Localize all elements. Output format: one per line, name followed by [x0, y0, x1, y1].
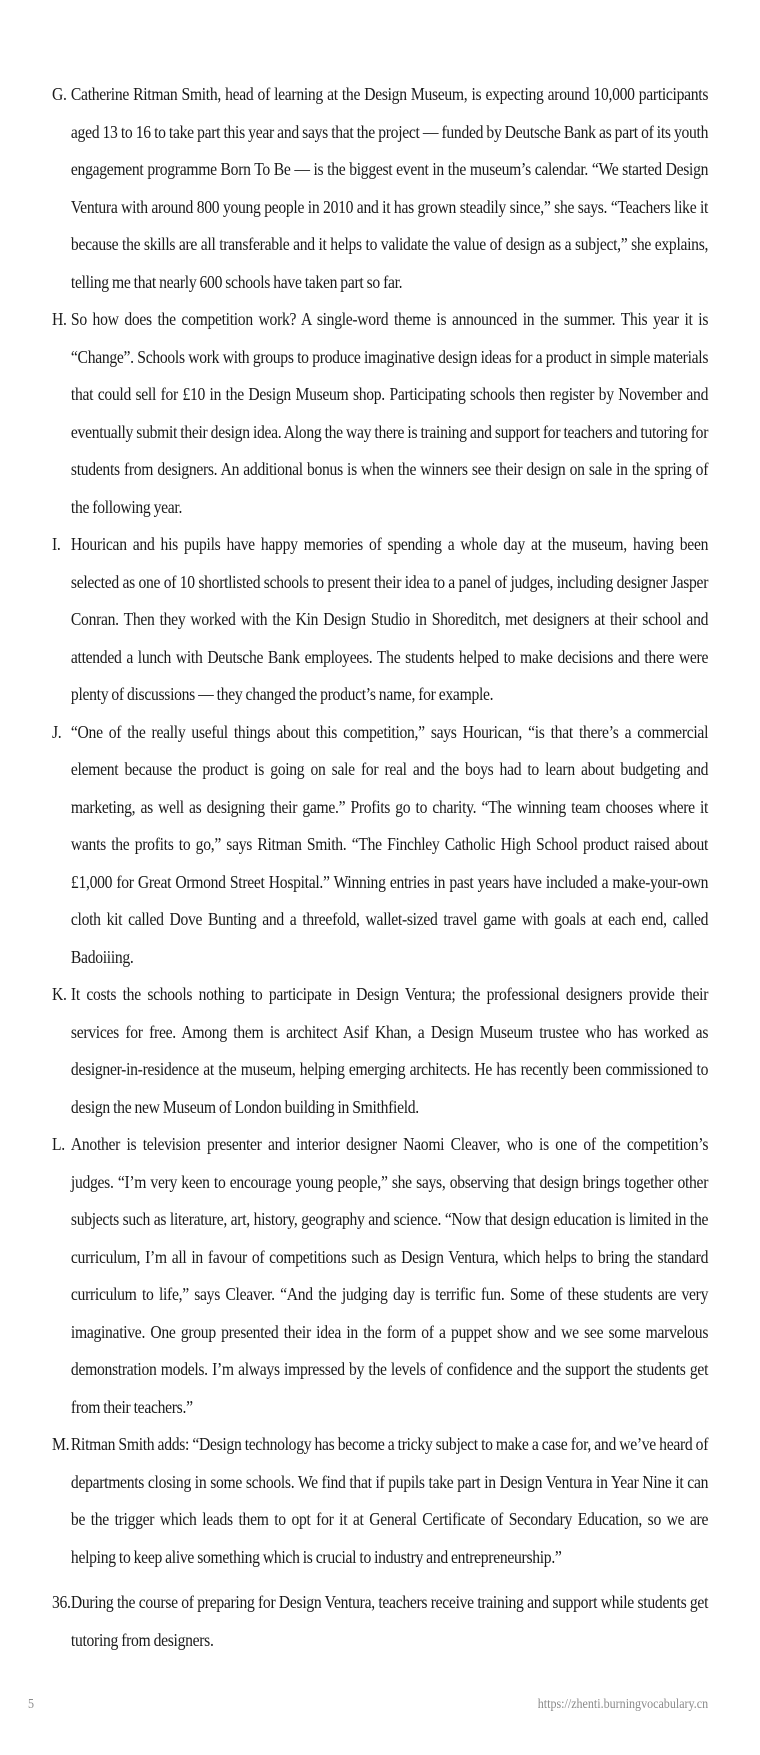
paragraph-text: “One of the really useful things about this competition,” says Hourican, “is that there’s a commercial element because the product is going on sale for real and the boys had to learn about budgeting and marketing, as well as designing their game.” Profits go to charity. “The winning team chooses where it wants the profits to go,” says Ritman Smith. “The Finchley Catholic High School product raised about £1,000 for Great Ormond Street Hospital.” Winning entries in past years have included a make-your-own cloth kit called Dove Bunting and a threefold, wallet-sized travel game with goals at each end, called Badoiiing.: [70, 721, 709, 967]
page-number: 5: [28, 1697, 35, 1712]
paragraph-g: [52, 76, 708, 301]
paragraph-text: Ritman Smith adds: “Design technology has become a tricky subject to make a case for, and we’ve heard of departments closing in some schools. We find that if pupils take part in Design Ventura in Year Nine it can be the trigger which leads them to opt for it at General Certificate of Secondary Education, so we are helping to keep alive something which is crucial to industry and entrepreneurship.”: [70, 1434, 709, 1567]
footer-url: https://zhenti.burningvocabulary.cn: [537, 1697, 708, 1712]
question-number: 36.: [52, 1592, 71, 1612]
paragraph-label: L.: [52, 1134, 65, 1154]
paragraph-label: K.: [52, 984, 67, 1004]
paragraph-h: [52, 301, 708, 526]
paragraph-text: So how does the competition work? A single-word theme is announced in the summer. This year it is “Change”. Schools work with groups to produce imaginative design ideas for a product in simple materials that could sell for £10 in the Design Museum shop. Participating schools then register by November and eventually submit their design idea. Along the way there is training and support for teachers and tutoring for students from designers. An additional bonus is when the winners see their design on sale in the spring of the following year.: [70, 309, 709, 517]
paragraph-m: [52, 1426, 708, 1576]
paragraph-text: It costs the schools nothing to participate in Design Ventura; the professional designers provide their services for free. Among them is architect Asif Khan, a Design Museum trustee who has worked as designer-in-residence at the museum, helping emerging architects. He has recently been commissioned to design the new Museum of London building in Smithfield.: [70, 984, 709, 1117]
question-text: During the course of preparing for Design Ventura, teachers receive training and support while students get tutoring from designers.: [70, 1592, 709, 1650]
paragraph-label: I.: [52, 534, 61, 554]
question-36: [52, 1584, 708, 1659]
paragraph-k: [52, 976, 708, 1126]
document-body: [52, 76, 708, 1659]
paragraph-j: [52, 714, 708, 977]
paragraph-text: Catherine Ritman Smith, head of learning at the Design Museum, is expecting around 10,000 participants aged 13 to 16 to take part this year and says that the project — funded by Deutsche Bank as part of its youth engagement programme Born To Be — is the biggest event in the museum’s calendar. “We started Design Ventura with around 800 young people in 2010 and it has grown steadily since,” she says. “Teachers like it because the skills are all transferable and it helps to validate the value of design as a subject,” she explains, telling me that nearly 600 schools have taken part so far.: [70, 84, 709, 292]
paragraph-i: [52, 526, 708, 714]
paragraph-label: J.: [52, 721, 62, 742]
paragraph-label: H.: [52, 309, 67, 329]
paragraph-text: Another is television presenter and interior designer Naomi Cleaver, who is one of the competition’s judges. “I’m very keen to encourage young people,” she says, observing that design brings together other subjects such as literature, art, history, geography and science. “Now that design education is limited in the curriculum, I’m all in favour of competitions such as Design Ventura, which helps to bring the standard curriculum to life,” says Cleaver. “And the judging day is terrific fun. Some of these students are very imaginative. One group presented their idea in the form of a puppet show and we see some marvelous demonstration models. I’m always impressed by the levels of confidence and the support the students get from their teachers.”: [70, 1134, 709, 1417]
paragraph-label: G.: [52, 84, 67, 104]
paragraph-text: Hourican and his pupils have happy memories of spending a whole day at the museum, having been selected as one of 10 shortlisted schools to present their idea to a panel of judges, including designer Jasper Conran. Then they worked with the Kin Design Studio in Shoreditch, met designers at their school and attended a lunch with Deutsche Bank employees. The students helped to make decisions and there were plenty of discussions — they changed the product’s name, for example.: [70, 534, 709, 704]
paragraph-l: [52, 1126, 708, 1426]
paragraph-label: M.: [52, 1434, 70, 1454]
